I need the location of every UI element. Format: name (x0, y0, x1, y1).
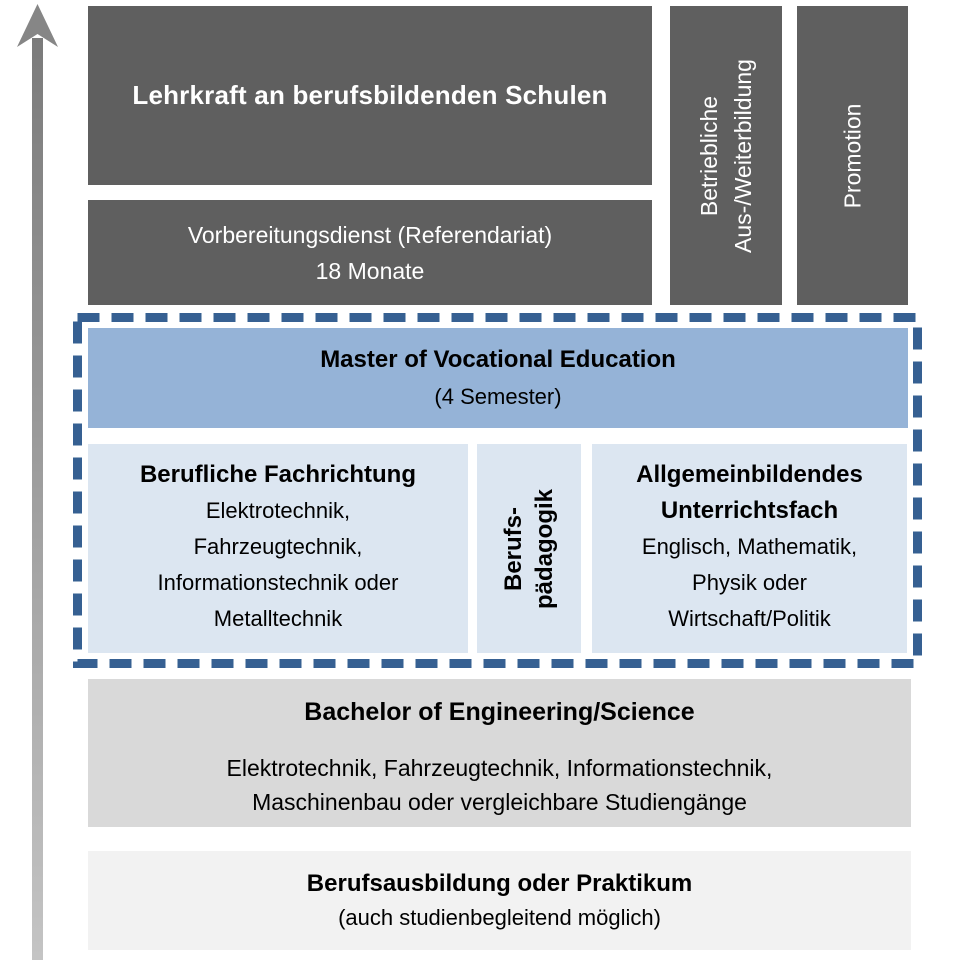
company-training-line2: Aus-/Weiterbildung (730, 58, 756, 253)
box-vocational-pedagogy (477, 444, 581, 653)
box-general-subject (592, 444, 907, 653)
vocational-pedagogy-line2: pädagogik (531, 488, 559, 609)
apprenticeship-subtitle: (auch studienbegleitend möglich) (338, 905, 661, 930)
general-subject-line: Physik oder (692, 570, 807, 595)
vocational-pedagogy-label (498, 488, 560, 608)
bachelor-title: Bachelor of Engineering/Science (304, 698, 695, 726)
apprenticeship-title: Berufsausbildung oder Praktikum (306, 870, 693, 897)
general-subject-line: Englisch, Mathematik, (641, 534, 858, 559)
box-promotion (797, 6, 908, 305)
box-apprenticeship (88, 851, 911, 950)
general-subject-title-line1: Allgemeinbildendes (636, 461, 863, 488)
box-master (88, 328, 908, 428)
vocational-pedagogy-line1: Berufs- (500, 506, 528, 591)
box-company-training (670, 6, 782, 305)
preparatory-service-line1: Vorbereitungsdienst (Referendariat) (187, 221, 553, 248)
company-training-label (692, 59, 760, 253)
master-title: Master of Vocational Education (320, 346, 676, 373)
preparatory-service-line2: 18 Monate (315, 257, 425, 284)
vocational-specialization-line: Elektrotechnik, (205, 498, 351, 523)
upward-arrow-icon (0, 0, 70, 960)
bachelor-body (88, 751, 911, 819)
teacher-label: Lehrkraft an berufsbildenden Schulen (132, 80, 608, 110)
promotion-label: Promotion (839, 103, 866, 208)
box-bachelor (88, 679, 911, 827)
box-vocational-specialization (88, 444, 468, 653)
vocational-specialization-line: Metalltechnik (213, 606, 343, 631)
vocational-specialization-line: Informationstechnik oder (157, 570, 399, 595)
vocational-specialization-title: Berufliche Fachrichtung (139, 461, 417, 488)
general-subject-line: Wirtschaft/Politik (668, 606, 831, 631)
vocational-specialization-line: Fahrzeugtechnik, (193, 534, 363, 559)
box-preparatory-service (88, 200, 652, 305)
box-teacher (88, 6, 652, 185)
general-subject-title-line2: Unterrichtsfach (660, 497, 839, 524)
bachelor-line: Elektrotechnik, Fahrzeugtechnik, Informationstechnik, (226, 755, 773, 781)
master-subtitle: (4 Semester) (434, 384, 562, 409)
company-training-line1: Betriebliche (696, 95, 722, 216)
bachelor-line: Maschinenbau oder vergleichbare Studiengänge (252, 789, 747, 815)
